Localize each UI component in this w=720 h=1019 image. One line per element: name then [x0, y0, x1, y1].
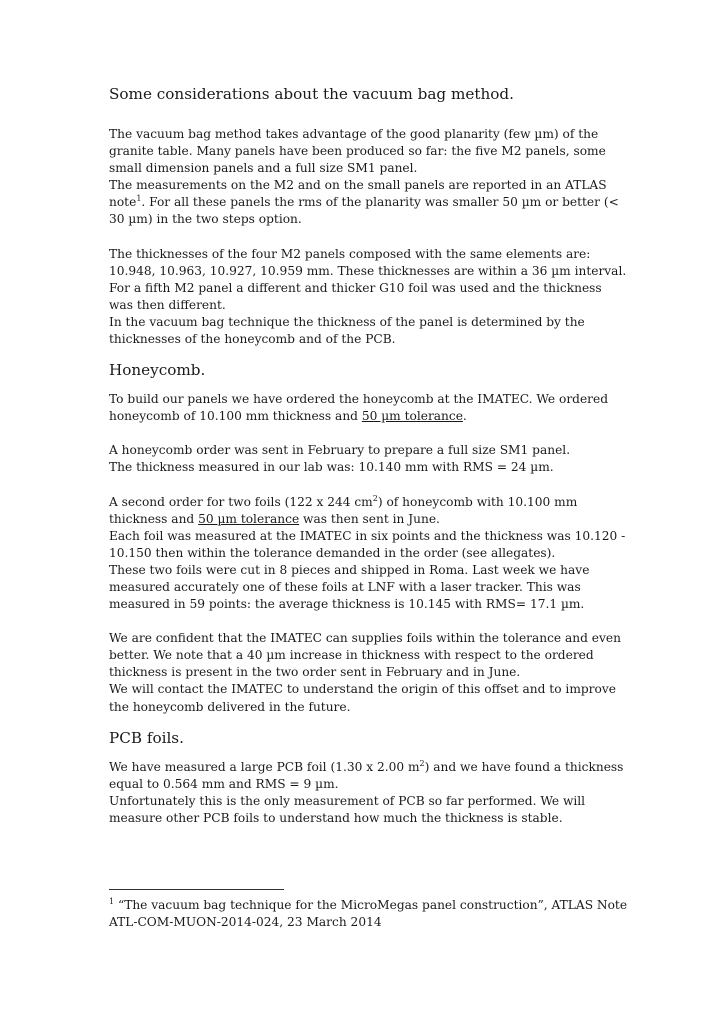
honeycomb-paragraph-4: A second order for two foils (122 x 244 $cm^2$) of honeycomb with 10.100 mm thickness and 50 µm tolerance was then sent in June. — [109, 493, 578, 526]
honeycomb-paragraph-8: We will contact the IMATEC to understand the origin of this offset and to improve the honeycomb delivered in the future. — [109, 682, 616, 714]
pcb-paragraph-2: Unfortunately this is the only measurement of PCB so far performed. We will measure other PCB foils to understand how much the thickness is stable. — [109, 793, 586, 825]
page-title: Some considerations about the vacuum bag method. — [109, 85, 514, 103]
tolerance-underlined-text: 50 µm tolerance — [198, 511, 300, 526]
footnote-marker: 1 — [109, 896, 115, 906]
tolerance-underlined-text: 50 µm tolerance — [361, 409, 463, 424]
intro-paragraph-1: The vacuum bag method takes advantage of the good planarity (few µm) of the granite table. Many panels have been produced so far: the five M2 panels, some small dimension panels and a full size SM1 panel. — [109, 127, 606, 176]
footnote — [109, 897, 629, 931]
honeycomb-paragraph-2: A honeycomb order was sent in February to prepare a full size SM1 panel. — [109, 443, 571, 458]
pcb-paragraph-1: We have measured a large PCB foil (1.30 x 2.00 $m^2$) and we have found a thickness equal to 0.564 mm and RMS = 9 µm. — [109, 758, 624, 791]
intro-paragraph-3: The thicknesses of the four M2 panels composed with the same elements are: 10.948, 10.963, 10.927, 10.959 mm. These thicknesses are within a 36 µm interval. For a fifth M2 panel a different and thicker G10 foil was used and the thickness was then different. — [109, 246, 627, 312]
honeycomb-paragraph-3: The thickness measured in our lab was: 10.140 mm with RMS = 24 µm. — [109, 460, 554, 475]
document-body — [109, 84, 629, 827]
intro-paragraph-2: The measurements on the M2 and on the small panels are reported in an ATLAS note$^1$. For all these panels the rms of the planarity was smaller 50 µm or better (< 30 µm) in the two steps option. — [109, 178, 619, 227]
intro-paragraph-4: In the vacuum bag technique the thickness of the panel is determined by the thicknesses of the honeycomb and of the PCB. — [109, 314, 585, 347]
honeycomb-paragraph-6: These two foils were cut in 8 pieces and shipped in Roma. Last week we have measured accurately one of these foils at LNF with a laser tracker. This was measured in 59 points: the average thickness is 10.145 with RMS= 17.1 µm. — [109, 562, 590, 612]
honeycomb-paragraph-5: Each foil was measured at the IMATEC in six points and the thickness was 10.120 - 10.150 then within the tolerance demanded in the order (see allegates). — [109, 528, 626, 560]
honeycomb-paragraph-7: We are confident that the IMATEC can supplies foils within the tolerance and even better. We note that a 40 µm increase in thickness with respect to the ordered thickness is present in the two order sent in February and in June. — [109, 631, 621, 680]
footnote-text: “The vacuum bag technique for the MicroMegas panel construction”, ATLAS Note ATL-COM-MUON-2014-024, 23 March 2014 — [109, 898, 628, 930]
section-heading-pcb: PCB foils. — [109, 728, 184, 747]
footnote-reference[interactable]: 1 — [136, 194, 142, 204]
section-heading-honeycomb: Honeycomb. — [109, 361, 206, 380]
footnote-separator — [109, 889, 284, 890]
honeycomb-paragraph-1: To build our panels we have ordered the honeycomb at the IMATEC. We ordered honeycomb of 10.100 mm thickness and 50 µm tolerance. — [109, 392, 609, 424]
